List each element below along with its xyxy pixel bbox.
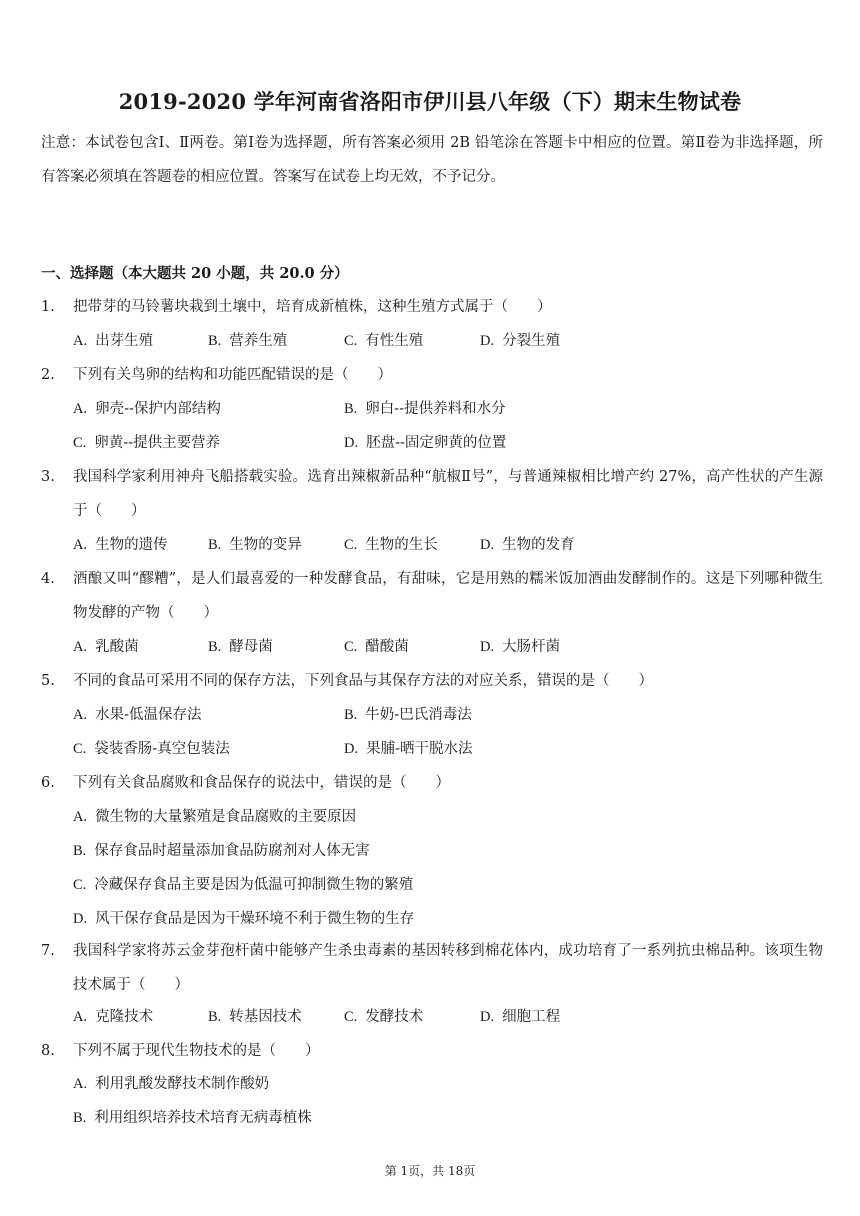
question-stem: 酒酿又叫“醪糟”，是人们最喜爱的一种发酵食品，有甜味，它是用熟的糯米饭加酒曲发酵制作的。这是下列哪种微生物发酵的产物（ ） bbox=[73, 571, 823, 621]
question-stem: 把带芽的马铃薯块栽到土壤中，培育成新植株，这种生殖方式属于（ ） bbox=[73, 299, 552, 315]
option-a: A. 生物的遗传 bbox=[73, 537, 168, 553]
option-a: A. 微生物的大量繁殖是食品腐败的主要原因 bbox=[73, 809, 357, 825]
question-6 bbox=[41, 766, 823, 800]
page-title: 2019-2020 学年河南省洛阳市伊川县八年级（下）期末生物试卷 bbox=[118, 89, 742, 114]
question-stem: 下列有关鸟卵的结构和功能匹配错误的是（ ） bbox=[73, 367, 392, 383]
option-a: A. 克隆技术 bbox=[73, 1009, 154, 1025]
question-3 bbox=[41, 460, 823, 528]
question-number: 5. bbox=[41, 673, 55, 689]
option-b: B. 酵母菌 bbox=[208, 639, 273, 655]
question-stem: 下列不属于现代生物技术的是（ ） bbox=[73, 1043, 320, 1059]
option-a: A. 利用乳酸发酵技术制作酸奶 bbox=[73, 1076, 270, 1092]
question-number: 2. bbox=[41, 367, 55, 383]
option-d: D. 胚盘--固定卵黄的位置 bbox=[344, 435, 507, 451]
question-stem: 我国科学家将苏云金芽孢杆菌中能够产生杀虫毒素的基因转移到棉花体内，成功培育了一系列抗虫棉品种。该项生物技术属于（ ） bbox=[73, 943, 823, 993]
option-b: B. 营养生殖 bbox=[208, 333, 288, 349]
question-number: 1. bbox=[41, 299, 55, 315]
option-a: A. 水果-低温保存法 bbox=[73, 707, 202, 723]
option-d: D. 分裂生殖 bbox=[480, 333, 561, 349]
question-number: 4. bbox=[41, 571, 55, 587]
option-c: C. 发酵技术 bbox=[344, 1009, 424, 1025]
question-number: 6. bbox=[41, 775, 55, 791]
option-c: C. 袋装香肠-真空包装法 bbox=[73, 741, 230, 757]
option-d: D. 果脯-晒干脱水法 bbox=[344, 741, 473, 757]
option-b: B. 卵白--提供养料和水分 bbox=[344, 401, 506, 417]
option-c: C. 醋酸菌 bbox=[344, 639, 409, 655]
option-a: A. 出芽生殖 bbox=[73, 333, 154, 349]
section-header: 一、选择题（本大题共 20 小题，共 20.0 分） bbox=[41, 265, 349, 282]
option-b: B. 生物的变异 bbox=[208, 537, 302, 553]
option-c: C. 卵黄--提供主要营养 bbox=[73, 435, 221, 451]
option-d: D. 大肠杆菌 bbox=[480, 639, 561, 655]
option-c: C. 有性生殖 bbox=[344, 333, 424, 349]
option-b: B. 保存食品时超量添加食品防腐剂对人体无害 bbox=[73, 843, 370, 859]
exam-notice: 注意：本试卷包含Ⅰ、Ⅱ两卷。第Ⅰ卷为选择题，所有答案必须用 2B 铅笔涂在答题卡中相应的位置。第Ⅱ卷为非选择题，所有答案必须填在答题卷的相应位置。答案写在试卷上均无效，不予记分。 bbox=[41, 135, 823, 185]
option-a: A. 乳酸菌 bbox=[73, 639, 139, 655]
option-d: D. 风干保存食品是因为干燥环境不利于微生物的生存 bbox=[73, 911, 415, 927]
question-1 bbox=[41, 290, 823, 324]
option-b: B. 牛奶-巴氏消毒法 bbox=[344, 707, 472, 723]
question-stem: 下列有关食品腐败和食品保存的说法中，错误的是（ ） bbox=[73, 775, 450, 791]
question-4 bbox=[41, 562, 823, 630]
question-5 bbox=[41, 664, 823, 698]
option-d: D. 细胞工程 bbox=[480, 1009, 561, 1025]
question-number: 7. bbox=[41, 943, 55, 959]
question-number: 3. bbox=[41, 469, 55, 485]
question-stem: 我国科学家利用神舟飞船搭载实验。选育出辣椒新品种“航椒Ⅱ号”，与普通辣椒相比增产约 27%，高产性状的产生源于（ ） bbox=[73, 469, 823, 519]
question-2 bbox=[41, 358, 823, 392]
question-number: 8. bbox=[41, 1043, 55, 1059]
option-a: A. 卵壳--保护内部结构 bbox=[73, 401, 221, 417]
option-b: B. 转基因技术 bbox=[208, 1009, 302, 1025]
question-7 bbox=[41, 934, 823, 1002]
option-b: B. 利用组织培养技术培育无病毒植株 bbox=[73, 1110, 312, 1126]
option-c: C. 冷藏保存食品主要是因为低温可抑制微生物的繁殖 bbox=[73, 877, 414, 893]
option-d: D. 生物的发育 bbox=[480, 537, 575, 553]
option-c: C. 生物的生长 bbox=[344, 537, 438, 553]
page-footer: 第 1页，共 18页 bbox=[384, 1164, 476, 1178]
question-8 bbox=[41, 1034, 823, 1068]
question-stem: 不同的食品可采用不同的保存方法，下列食品与其保存方法的对应关系，错误的是（ ） bbox=[73, 673, 653, 689]
